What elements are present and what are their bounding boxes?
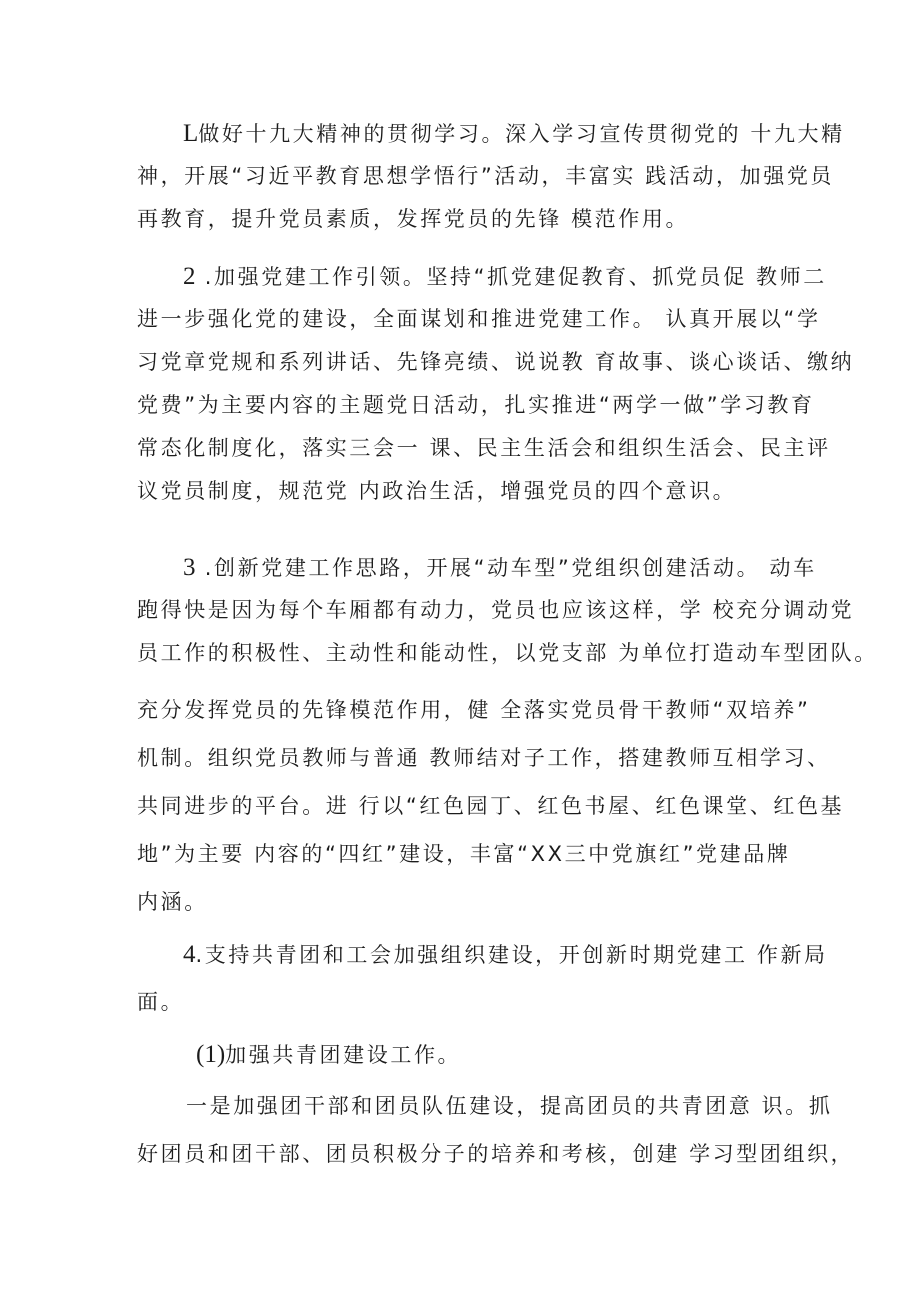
- paragraph-3-line-7: 地”为主要 内容的“四红”建设，丰富“XX三中党旗红”党建品牌: [137, 842, 791, 866]
- paragraph-3-line-8: 内涵。: [137, 890, 208, 914]
- paragraph-2-marker: 2: [183, 263, 196, 290]
- paragraph-2-line-2: 进一步强化党的建设，全面谋划和推进党建工作。 认真开展以“学: [137, 307, 821, 331]
- paragraph-3-marker: 3: [183, 554, 196, 581]
- paragraph-6-line-1: 一是加强团干部和团员队伍建设，提高团员的共青团意 识。抓: [186, 1094, 833, 1118]
- paragraph-3-line-6: 共同进步的平台。进 行以“红色园丁、红色书屋、红色课堂、红色基: [137, 794, 845, 818]
- paragraph-2-line-3: 习党章党规和系列讲话、先锋亮绩、说说教 育故事、谈心谈话、缴纳: [137, 350, 855, 374]
- paragraph-3-line-4: 充分发挥党员的先锋模范作用，健 全落实党员骨干教师“双培养”: [137, 698, 811, 722]
- paragraph-4-line-1: 4.支持共青团和工会加强组织建设，开创新时期党建工 作新局: [183, 941, 828, 968]
- paragraph-2-line-4: 党费”为主要内容的主题党日活动，扎实推进“两学一做”学习教育: [137, 393, 815, 417]
- paragraph-6-line-2: 好团员和团干部、团员积极分子的培养和考核，创建 学习型团组织，: [137, 1142, 855, 1166]
- paragraph-1-line-2: 神，开展“习近平教育思想学悟行”活动，丰富实 践活动，加强党员: [137, 164, 835, 188]
- paragraph-2-line-5: 常态化制度化，落实三会一 课、民主生活会和组织生活会、民主评: [137, 436, 831, 460]
- paragraph-3-line-2: 跑得快是因为每个车厢都有动力，党员也应该这样，学 校充分调动党: [137, 598, 855, 622]
- paragraph-4-marker: 4: [183, 941, 196, 968]
- paragraph-3-line-1: 3 .创新党建工作思路，开展“动车型”党组织创建活动。 动车: [183, 554, 817, 581]
- paragraph-2-line-6: 议党员制度，规范党 内政治生活，增强党员的四个意识。: [137, 479, 737, 503]
- paragraph-3-line-3: 员工作的积极性、主动性和能动性，以党支部 为单位打造动车型团队。: [137, 641, 878, 665]
- subheading-1-marker: (1): [196, 1041, 226, 1068]
- paragraph-2-line-1: 2 .加强党建工作引领。坚持“抓党建促教育、抓党员促 教师二: [183, 263, 827, 290]
- paragraph-4-line-2: 面。: [137, 990, 185, 1014]
- paragraph-1-line-3: 再教育，提升党员素质，发挥党员的先锋 模范作用。: [137, 207, 690, 231]
- paragraph-3-line-5: 机制。组织党员教师与普通 教师结对子工作，搭建教师互相学习、: [137, 746, 831, 770]
- paragraph-1-line-1: L做好十九大精神的贯彻学习。深入学习宣传贯彻党的 十九大精: [183, 120, 845, 147]
- subheading-1: (1)加强共青团建设工作。: [196, 1041, 462, 1068]
- paragraph-1-marker: L: [183, 120, 199, 147]
